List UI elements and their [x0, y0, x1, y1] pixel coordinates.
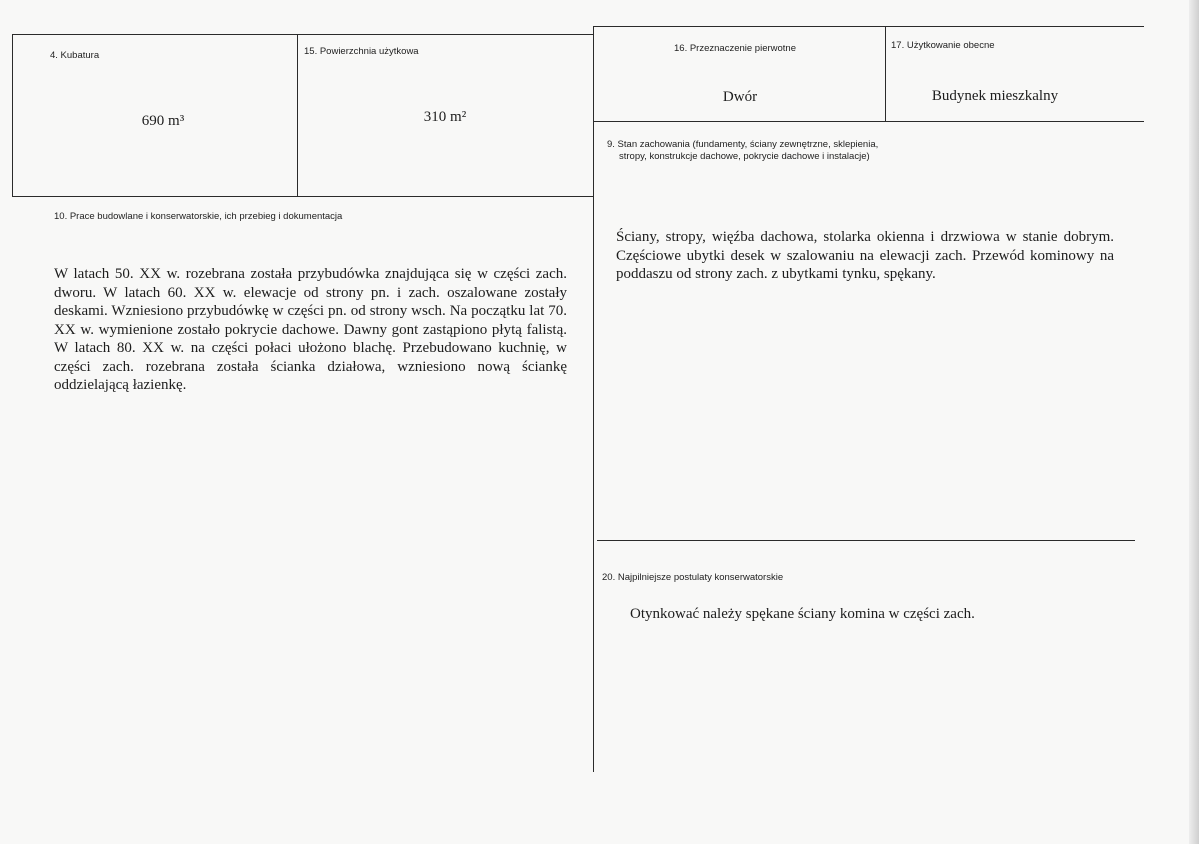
prace-text: W latach 50. XX w. rozebrana została przybudówka znajdująca się w części zach. dworu. W latach 60. XX w. elewacje od strony pn. i zach. oszalowane zostały deskami. Wzniesiono przybudówkę w części pn. od strony wsch. Na początku lat 70. XX w. wymienione zostało pokrycie dachowe. Dawny gont zastąpiono płytą falistą. W latach 80. XX w. na części połaci ułożono blachę. Przebudowano kuchnię, w części zach. rozebrana została ścianka działowa, wzniesiono nową ściankę oddzielającą łazienkę.: [54, 266, 567, 393]
postulaty-label: 20. Najpilniejsze postulaty konserwatorskie: [602, 572, 784, 583]
divider-kubatura: [297, 34, 298, 197]
uzytkowanie-label: 17. Użytkowanie obecne: [891, 40, 995, 51]
row-rule-right: [593, 121, 1144, 122]
center-divider: [593, 26, 594, 772]
kubatura-value: 690 m³: [141, 113, 185, 129]
stan-text: Ściany, stropy, więźba dachowa, stolarka okienna i drzwiowa w stanie dobrym. Częściowe ubytki desek w szalowaniu na elewacji zach. Przewód kominowy na poddaszu od strony zach. z ubytkami tynku, spękany.: [616, 229, 1114, 282]
przeznaczenie-value: Dwór: [722, 89, 758, 105]
powierzchnia-label: 15. Powierzchnia użytkowa: [304, 46, 419, 57]
page-edge-shadow: [1189, 0, 1199, 844]
top-rule-right: [593, 26, 1144, 27]
powierzchnia-value: 310 m²: [423, 109, 467, 125]
postulaty-text: Otynkować należy spękane ściany komina w części zach.: [630, 606, 975, 622]
stan-label-line2: stropy, konstrukcje dachowe, pokrycie dachowe i instalacje): [619, 151, 870, 162]
postulaty-rule: [597, 540, 1135, 541]
uzytkowanie-value: Budynek mieszkalny: [931, 88, 1059, 104]
row-rule-left: [12, 196, 593, 197]
przeznaczenie-label: 16. Przeznaczenie pierwotne: [674, 43, 796, 54]
stan-label-line1: 9. Stan zachowania (fundamenty, ściany zewnętrzne, sklepienia,: [607, 139, 879, 150]
top-rule-left: [12, 34, 593, 35]
divider-uzytkowanie: [885, 26, 886, 122]
kubatura-label: 4. Kubatura: [50, 50, 100, 61]
prace-label: 10. Prace budowlane i konserwatorskie, ich przebieg i dokumentacja: [54, 211, 343, 222]
left-border: [12, 34, 13, 197]
